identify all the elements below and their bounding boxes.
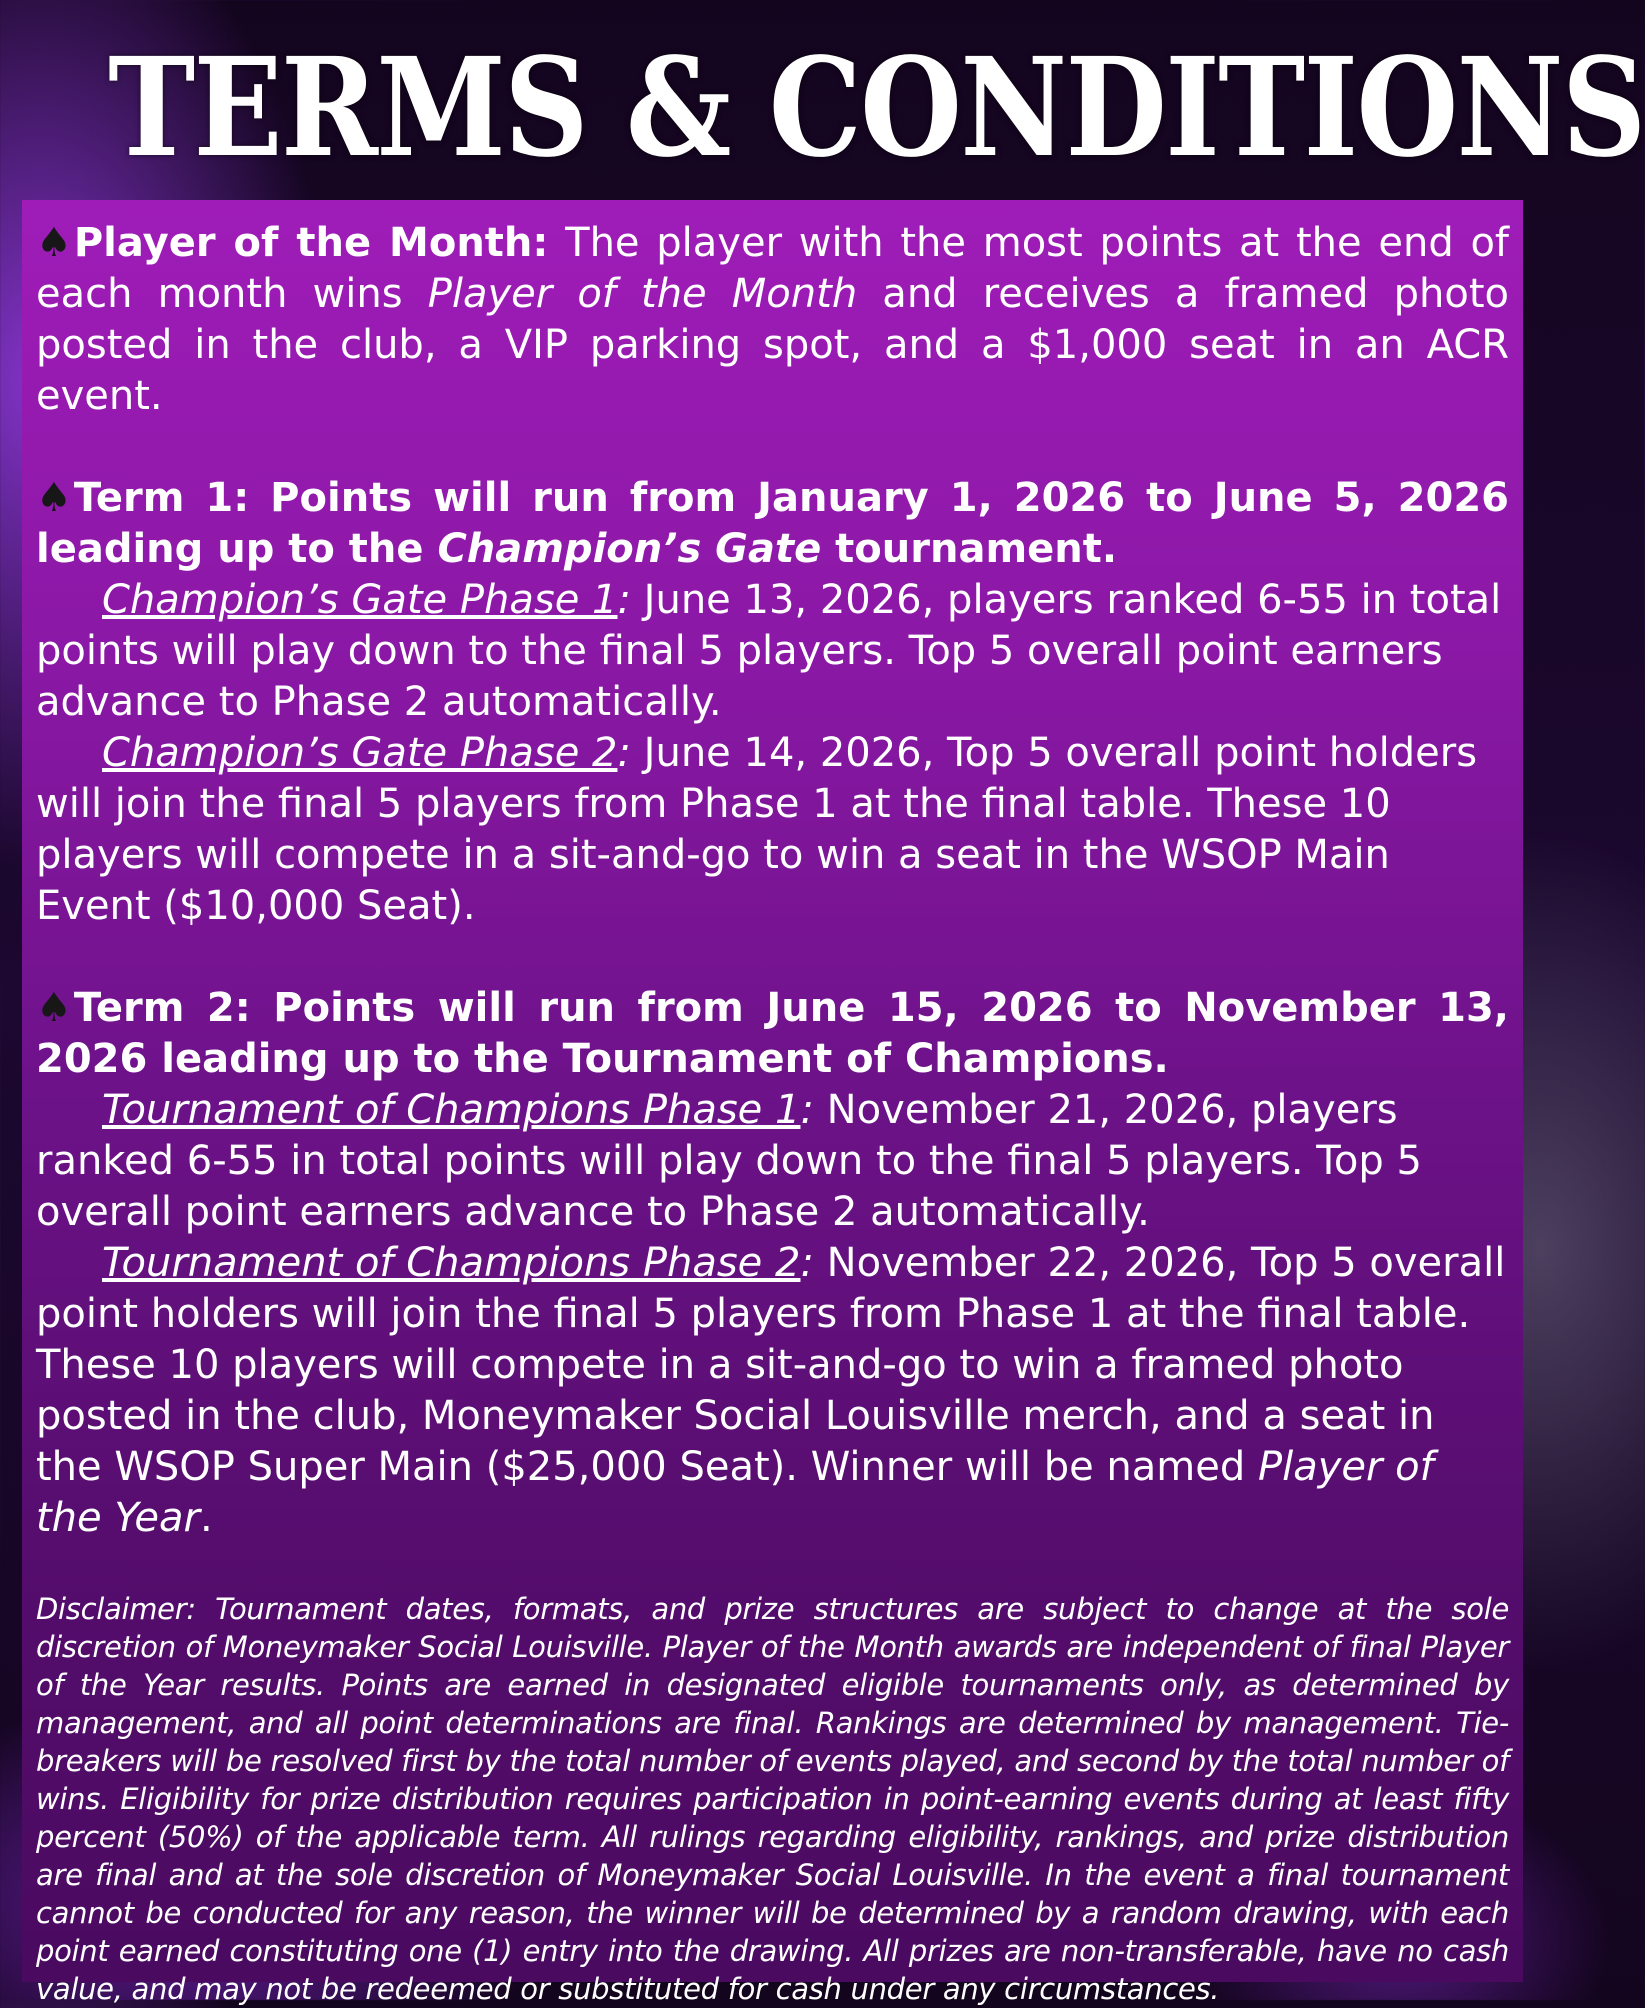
term1-phase2-label: Champion’s Gate Phase 2 [102,730,618,776]
disclaimer-text: Disclaimer: Tournament dates, formats, and prize structures are subject to change at the sole discretion of Moneymaker Social Louisville. Player of the Month awards are independent of final Player of the Year results. Points are earned in designated eligible tournaments only, as determined by management, and all point determinations are final. Rankings are determined by management. Tie-breakers will be resolved first by the total number of events played, and second by the total number of wins. Eligibility for prize distribution requires participation in point-earning events during at least fifty percent (50%) of the applicable term. All rulings regarding eligibility, rankings, and prize distribution are final and at the sole discretion of Moneymaker Social Louisville. In the event a final tournament cannot be conducted for any reason, the winner will be determined by a random drawing, with each point earned constituting one (1) entry into the drawing. All prizes are non-transferable, have no cash value, and may not be redeemed or substituted for cash under any circumstances. [36,1592,1509,2006]
term2-phase2-label: Tournament of Champions Phase 2 [102,1240,801,1286]
term1-heading-text-1: Term 1: Points will run from January 1, 2026 to June 5, 2026 leading up to the [36,475,1509,572]
term1-heading [36,473,1509,575]
term1-heading-text-2: tournament. [821,526,1118,572]
term1-phase1-colon: : [617,577,631,623]
term1-phase2-text: June 14, 2026, Top 5 overall point holders will join the final 5 players from Phase 1 at the final table. These 10 players will compete in a sit-and-go to win a seat in the WSOP Main Event ($10,000 Seat). [36,730,1478,929]
term1-heading-tournament: Champion’s Gate [437,526,822,572]
player-of-month-award: Player of the Month [427,271,858,317]
terms-panel [22,200,1523,2006]
term2-heading-text: Term 2: Points will run from June 15, 2026 to November 13, 2026 leading up to the Tournament of Champions. [36,985,1509,1082]
term2-phase2 [36,1238,1509,1544]
spade-icon: ♠ [36,985,72,1031]
term1-phase2-colon: : [617,730,631,776]
player-of-month-label: Player of the Month: [73,220,549,266]
player-of-month-text-2: and receives a framed photo posted in the club, a VIP parking spot, and a $1,000 seat in an ACR event. [36,271,1510,419]
term2-award: Player of the Year [36,1444,1434,1541]
term2-phase2-text: November 22, 2026, Top 5 overall point holders will join the final 5 players from Phase 1 at the final table. These 10 players will compete in a sit-and-go to win a framed photo posted in the club, Moneymaker Social Louisville merch, and a seat in the WSOP Super Main ($25,000 Seat). Winner will be named [36,1240,1506,1490]
page-title: TERMS & CONDITIONS [108,28,1645,188]
player-of-month-section [36,218,1509,422]
term2-heading [36,983,1509,1085]
player-of-month-text-1: The player with the most points at the end of each month wins [36,220,1509,317]
term2-phase1-text: November 21, 2026, players ranked 6-55 in total points will play down to the final 5 players. Top 5 overall point earners advance to Phase 2 automatically. [36,1087,1422,1235]
spade-icon: ♠ [36,475,72,521]
term2-phase2-colon: : [800,1240,814,1286]
term1-phase2 [36,728,1509,932]
section-gap [36,932,1509,983]
term2-phase1 [36,1085,1509,1238]
term2-end: . [199,1495,213,1541]
term2-phase1-label: Tournament of Champions Phase 1 [102,1087,801,1133]
section-gap [36,422,1509,473]
spade-icon: ♠ [36,220,72,266]
term2-phase1-colon: : [800,1087,814,1133]
term1-phase1-label: Champion’s Gate Phase 1 [102,577,618,623]
term1-phase1-text: June 13, 2026, players ranked 6-55 in total points will play down to the final 5 players. Top 5 overall point earners advance to Phase 2 automatically. [36,577,1502,725]
term1-phase1 [36,575,1509,728]
